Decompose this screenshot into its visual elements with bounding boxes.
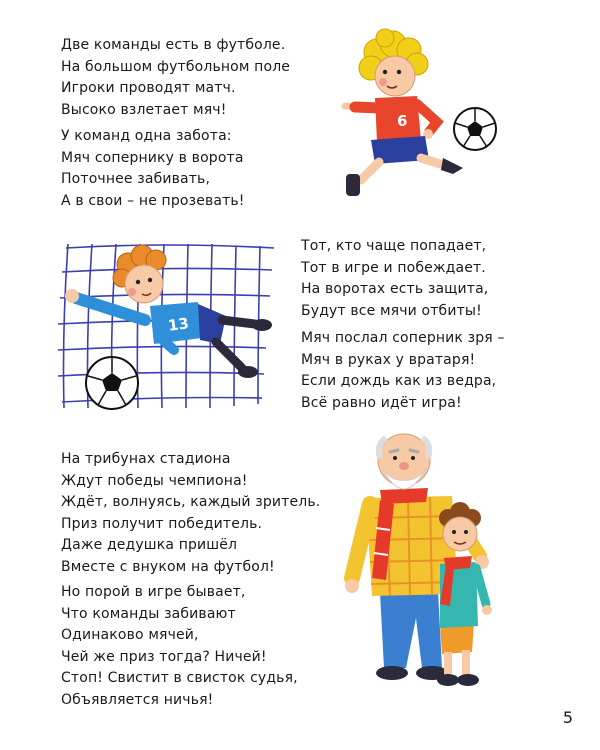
poem-line: Если дождь как из ведра,: [301, 373, 497, 389]
poem-line: Тот, кто чаще попадает,: [301, 238, 487, 254]
jersey-number-6: 6: [397, 112, 408, 130]
poem-line: Игроки проводят матч.: [61, 80, 236, 96]
poem-line: Приз получит победитель.: [61, 515, 263, 532]
poem-line: Поточнее забивать,: [61, 171, 211, 187]
poem-line: А в свои – не прозевать!: [61, 192, 245, 209]
poem-line: Ждёт, волнуясь, каждый зритель.: [61, 494, 321, 510]
stanza-4: [301, 328, 505, 414]
stanza-5: [61, 449, 320, 578]
poem-line: Что команды забивают: [61, 605, 236, 622]
soccer-ball-icon: [454, 108, 496, 150]
poem-line: Мяч послал соперник зря –: [301, 330, 505, 346]
poem-line: Даже дедушка пришёл: [61, 537, 238, 553]
grandfather-and-grandson-illustration: [340, 428, 510, 700]
stanza-2: [61, 126, 245, 212]
poem-line: Стоп! Свистит в свисток судья,: [61, 670, 298, 686]
poem-line: У команд одна забота:: [61, 128, 232, 144]
stanza-6: [61, 582, 298, 711]
stanza-1: [61, 35, 290, 121]
poem-line: Вместе с внуком на футбол!: [61, 558, 275, 575]
stanza-3: [301, 236, 488, 322]
poem-line: Высоко взлетает мяч!: [61, 101, 227, 118]
soccer-ball-icon: [86, 357, 138, 409]
kicking-player-illustration: [325, 28, 510, 203]
poem-line: Две команды есть в футболе.: [61, 37, 286, 53]
poem-line: На большом футбольном поле: [61, 58, 291, 75]
jersey-number-13: 13: [166, 314, 190, 335]
page-number: 5: [562, 708, 573, 727]
poem-line: Мяч в руках у вратаря!: [301, 351, 476, 368]
poem-line: Но порой в игре бывает,: [61, 584, 246, 600]
poem-line: Чей же приз тогда? Ничей!: [61, 648, 267, 665]
poem-line: Будут все мячи отбиты!: [301, 302, 482, 319]
poem-line: Мяч сопернику в ворота: [61, 149, 244, 166]
poem-line: Тот в игре и побеждает.: [301, 259, 486, 276]
poem-line: Всё равно идёт игра!: [301, 394, 462, 411]
poem-line: Ждут победы чемпиона!: [61, 472, 248, 489]
goalkeeper-illustration: [50, 240, 280, 425]
poem-line: На трибунах стадиона: [61, 451, 231, 467]
poem-line: Объявляется ничья!: [61, 691, 214, 708]
poem-line: На воротах есть защита,: [301, 281, 489, 297]
poem-line: Одинаково мячей,: [61, 627, 199, 643]
